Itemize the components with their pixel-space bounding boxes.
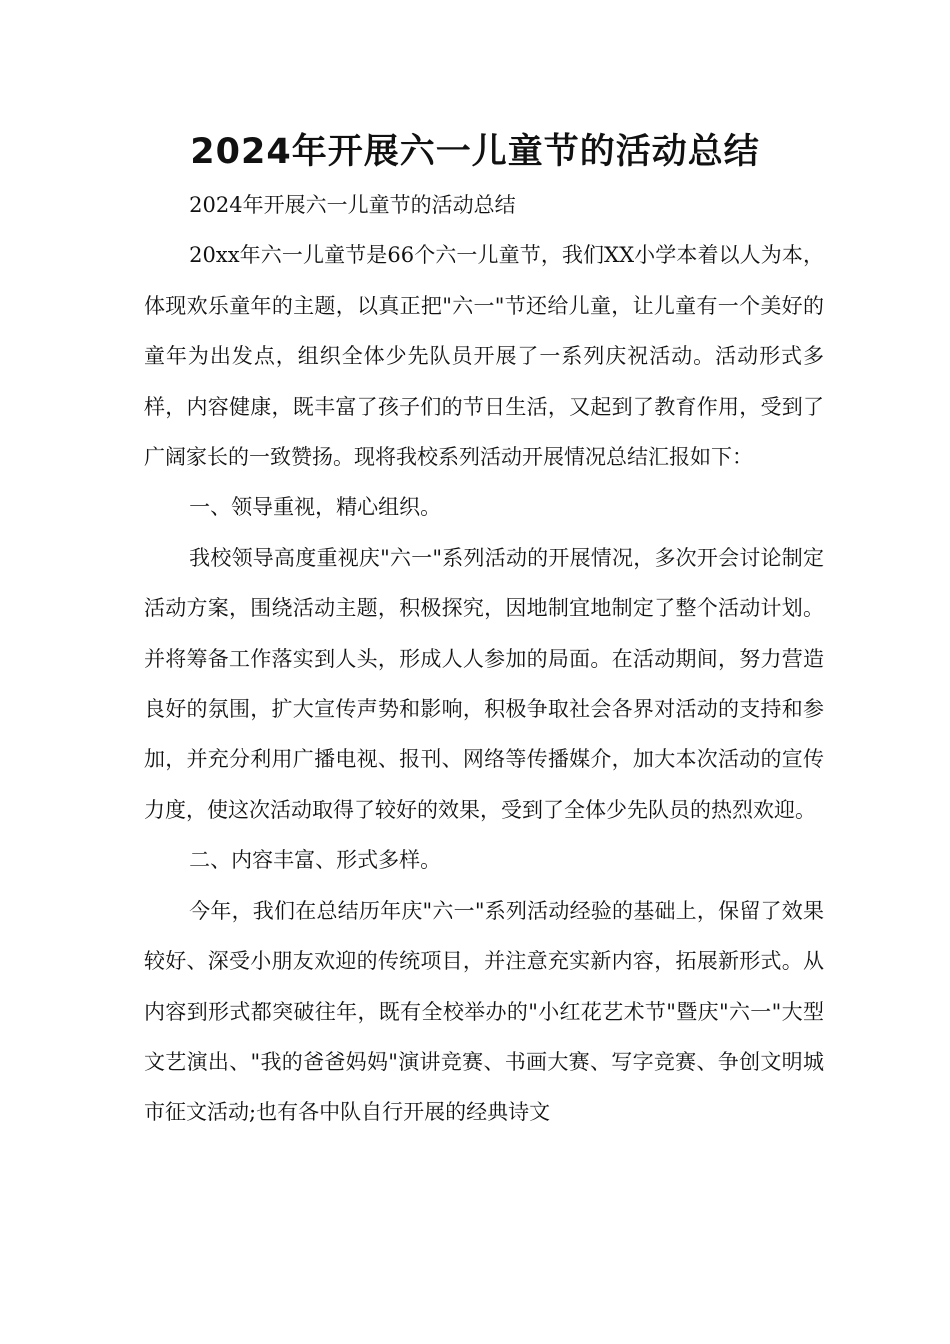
subtitle-paragraph: 2024年开展六一儿童节的活动总结 [189, 193, 516, 217]
section-heading-1: 一、领导重视，精心组织。 [189, 495, 442, 520]
intro-paragraph: 20xx年六一儿童节是66个六一儿童节，我们XX小学本着以人为本，体现欢乐童年的主题，以真正把"六一"节还给儿童，让儿童有一个美好的童年为出发点，组织全体少先队员开展了一系列庆祝活动。活动形式多样，内容健康，既丰富了孩子们的节日生活，又起到了教育作用，受到了广阔家长的一致赞扬。现将我校系列活动开展情况总结汇报如下： [144, 243, 824, 470]
section-2-paragraph: 今年，我们在总结历年庆"六一"系列活动经验的基础上，保留了效果较好、深受小朋友欢迎的传统项目，并注意充实新内容，拓展新形式。从内容到形式都突破往年，既有全校举办的"小红花艺术节"暨庆"六一"大型文艺演出、"我的爸爸妈妈"演讲竞赛、书画大赛、写字竞赛、争创文明城市征文活动;也有各中队自行开展的经典诗文 [144, 898, 824, 1125]
section-1-paragraph: 我校领导高度重视庆"六一"系列活动的开展情况，多次开会讨论制定活动方案，围绕活动主题，积极探究，因地制宜地制定了整个活动计划。并将筹备工作落实到人头，形成人人参加的局面。在活动期间，努力营造良好的氛围，扩大宣传声势和影响，积极争取社会各界对活动的支持和参加，并充分利用广播电视、报刊、网络等传播媒介，加大本次活动的宣传力度，使这次活动取得了较好的效果，受到了全体少先队员的热烈欢迎。 [144, 545, 824, 822]
section-heading-2: 二、内容丰富、形式多样。 [189, 848, 442, 873]
document-title: 2024年开展六一儿童节的活动总结 [190, 132, 760, 172]
document-body [144, 180, 824, 1138]
